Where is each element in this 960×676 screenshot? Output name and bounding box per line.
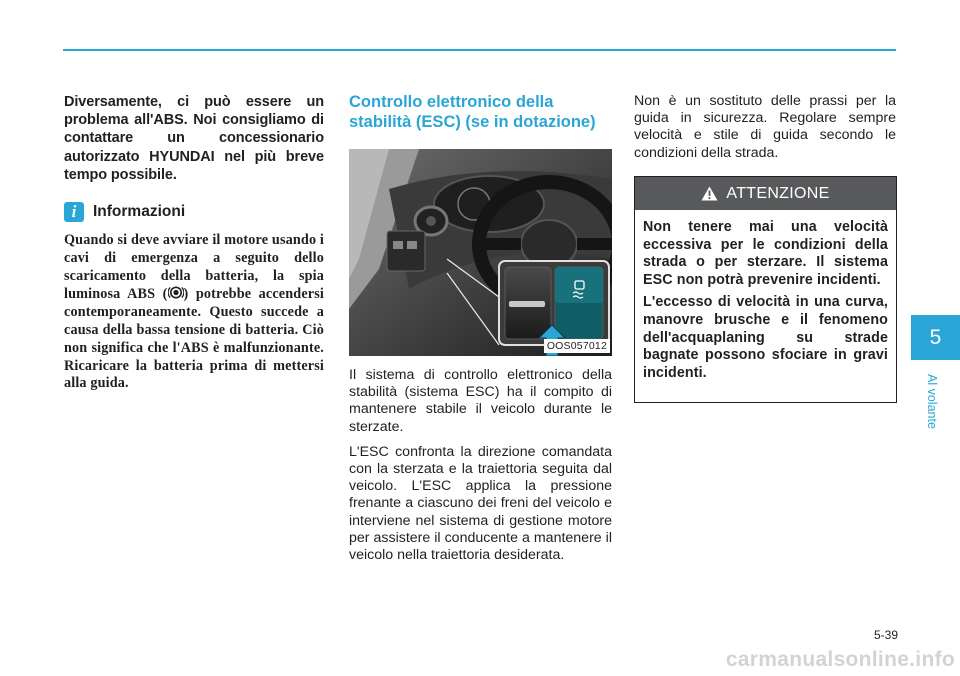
esc-intro-text: Il sistema di controllo elettronico della stabilità (sistema ESC) ha il compito di mantenere stabile il veicolo durante le sterzate. [349, 367, 612, 435]
top-rule [63, 49, 896, 51]
chapter-name [923, 368, 941, 434]
column-middle [349, 93, 612, 564]
caution-box [634, 176, 897, 403]
info-text [64, 232, 324, 393]
caution-body [635, 210, 896, 382]
watermark: carmanualsonline.info [725, 648, 955, 671]
caution-title: ATTENZIONE [726, 184, 830, 202]
abs-warning-icon [168, 285, 184, 300]
figure-caption: OOS057012 [544, 339, 610, 353]
column-left [64, 93, 324, 393]
caution-text-2: L'eccesso di velocità in una curva, manovre brusche e il fenomeno dell'acquaplaning su strade bagnate possono sfociare in gravi incidenti. [643, 294, 888, 381]
info-heading [64, 201, 324, 223]
chapter-name-label: Al volante [925, 373, 939, 429]
warning-triangle-icon [701, 186, 718, 201]
info-title: Informazioni [93, 203, 186, 221]
abs-warning-text: Diversamente, ci può essere un problema all'ABS. Noi consigliamo di contattare un concessionario autorizzato HYUNDAI nel più breve tempo possibile. [64, 94, 324, 183]
page-number: 5-39 [873, 628, 898, 642]
section-title: Controllo elettronico della stabilità (ESC) (se in dotazione) [349, 93, 596, 131]
info-text-part1: Quando si deve avviare il motore usando i cavi di emergenza a seguito dello scaricamento della batteria, la spia luminosa ABS ( [64, 232, 324, 303]
dashboard-illustration [349, 149, 612, 356]
column-right [634, 93, 896, 162]
caution-text-1: Non tenere mai una velocità eccessiva per le condizioni della strada o per sterzare. Il sistema ESC non potrà prevenire incidenti. [643, 219, 888, 288]
esc-button-figure [349, 149, 612, 356]
esc-note-text: Non è un sostituto delle prassi per la guida in sicurezza. Regolare sempre velocità e stile di guida secondo le condizioni della strada. [634, 93, 896, 161]
info-text-part2: ) potrebbe accendersi contemporaneamente. Questo succede a causa della bassa tensione di batteria. Ciò non significa che l'ABS è malfunzionante. Ricaricare la batteria prima di mettersi alla guida. [64, 286, 324, 392]
esc-description-text: L'ESC confronta la direzione comandata con la sterzata e la traiettoria seguita dal veicolo. L'ESC applica la pressione frenante a ciascuno dei freni del veicolo e interviene nel sistema di gestione motore per assistere il conducente a mantenere il veicolo nella traiettoria desiderata. [349, 443, 612, 564]
chapter-number-tab: 5 [911, 315, 960, 360]
info-icon: i [64, 202, 84, 222]
caution-header [635, 177, 896, 210]
